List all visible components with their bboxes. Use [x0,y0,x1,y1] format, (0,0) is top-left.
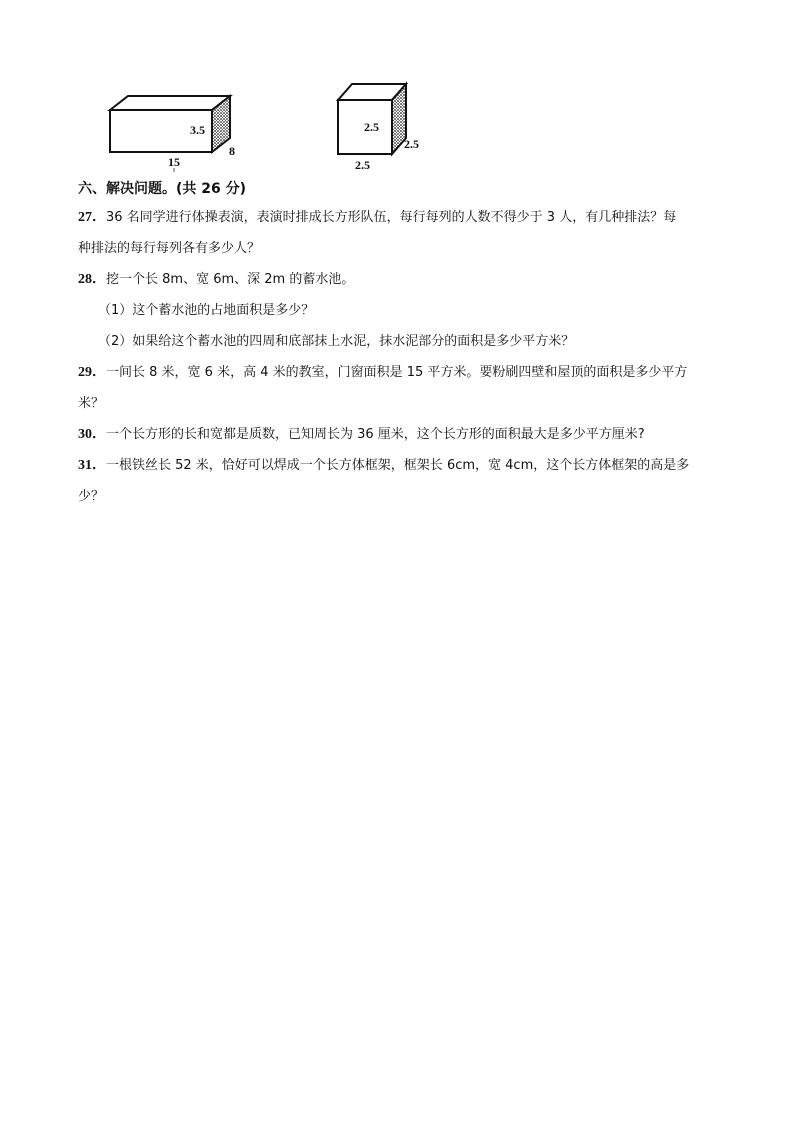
question-number: 28． [78,272,106,287]
question-line [78,481,750,512]
question-line [78,233,750,264]
question-number: 30． [78,427,106,442]
cube-figure [338,84,419,172]
question-text: 一根铁丝长 52 米，恰好可以焊成一个长方体框架，框架长 6cm，宽 4cm，这个长方体框架的高是多 [106,458,690,473]
cube-side-label: 2.5 [404,137,419,151]
cuboid-length-label: 15 [168,155,180,169]
cube-bottom-label: 2.5 [355,158,370,172]
sub-question-1: （1）这个蓄水池的占地面积是多少？ [98,303,315,318]
figures-svg [100,76,440,176]
cuboid-top-face [110,96,230,110]
question-text: 挖一个长 8m、宽 6m、深 2m 的蓄水池。 [106,272,355,287]
cuboid-height-label: 3.5 [190,123,205,137]
cuboid-figure [110,96,235,172]
question-number: 31． [78,458,106,473]
question-line [78,357,750,388]
question-27 [78,202,750,264]
question-text: 种排法的每行每列各有多少人？ [78,241,261,256]
question-30 [78,419,750,450]
question-line [78,450,750,481]
cube-front-label: 2.5 [364,120,379,134]
cuboid-depth-label: 8 [229,144,235,158]
question-text: 一个长方形的长和宽都是质数，已知周长为 36 厘米，这个长方形的面积最大是多少平方厘米? [106,427,645,442]
question-line [78,264,750,295]
question-line [78,388,750,419]
geometry-figures [100,76,440,176]
question-text: 36 名同学进行体操表演，表演时排成长方形队伍，每行每列的人数不得少于 3 人，有几种排法？每 [106,210,677,225]
question-line [78,419,750,450]
sub-question-2: （2）如果给这个蓄水池的四周和底部抹上水泥，抹水泥部分的面积是多少平方米？ [98,334,575,349]
question-31 [78,450,750,512]
question-text: 少？ [78,489,105,504]
question-text: 一间长 8 米，宽 6 米，高 4 米的教室，门窗面积是 15 平方米。要粉刷四壁和屋顶的面积是多少平方 [106,365,688,380]
problem-section [78,176,750,512]
question-number: 27． [78,210,106,225]
section-title: 六、解决问题。(共 26 分) [78,181,247,197]
question-28 [78,264,750,357]
question-29 [78,357,750,419]
question-text: 米？ [78,396,105,411]
question-number: 29． [78,365,106,380]
question-line [78,202,750,233]
